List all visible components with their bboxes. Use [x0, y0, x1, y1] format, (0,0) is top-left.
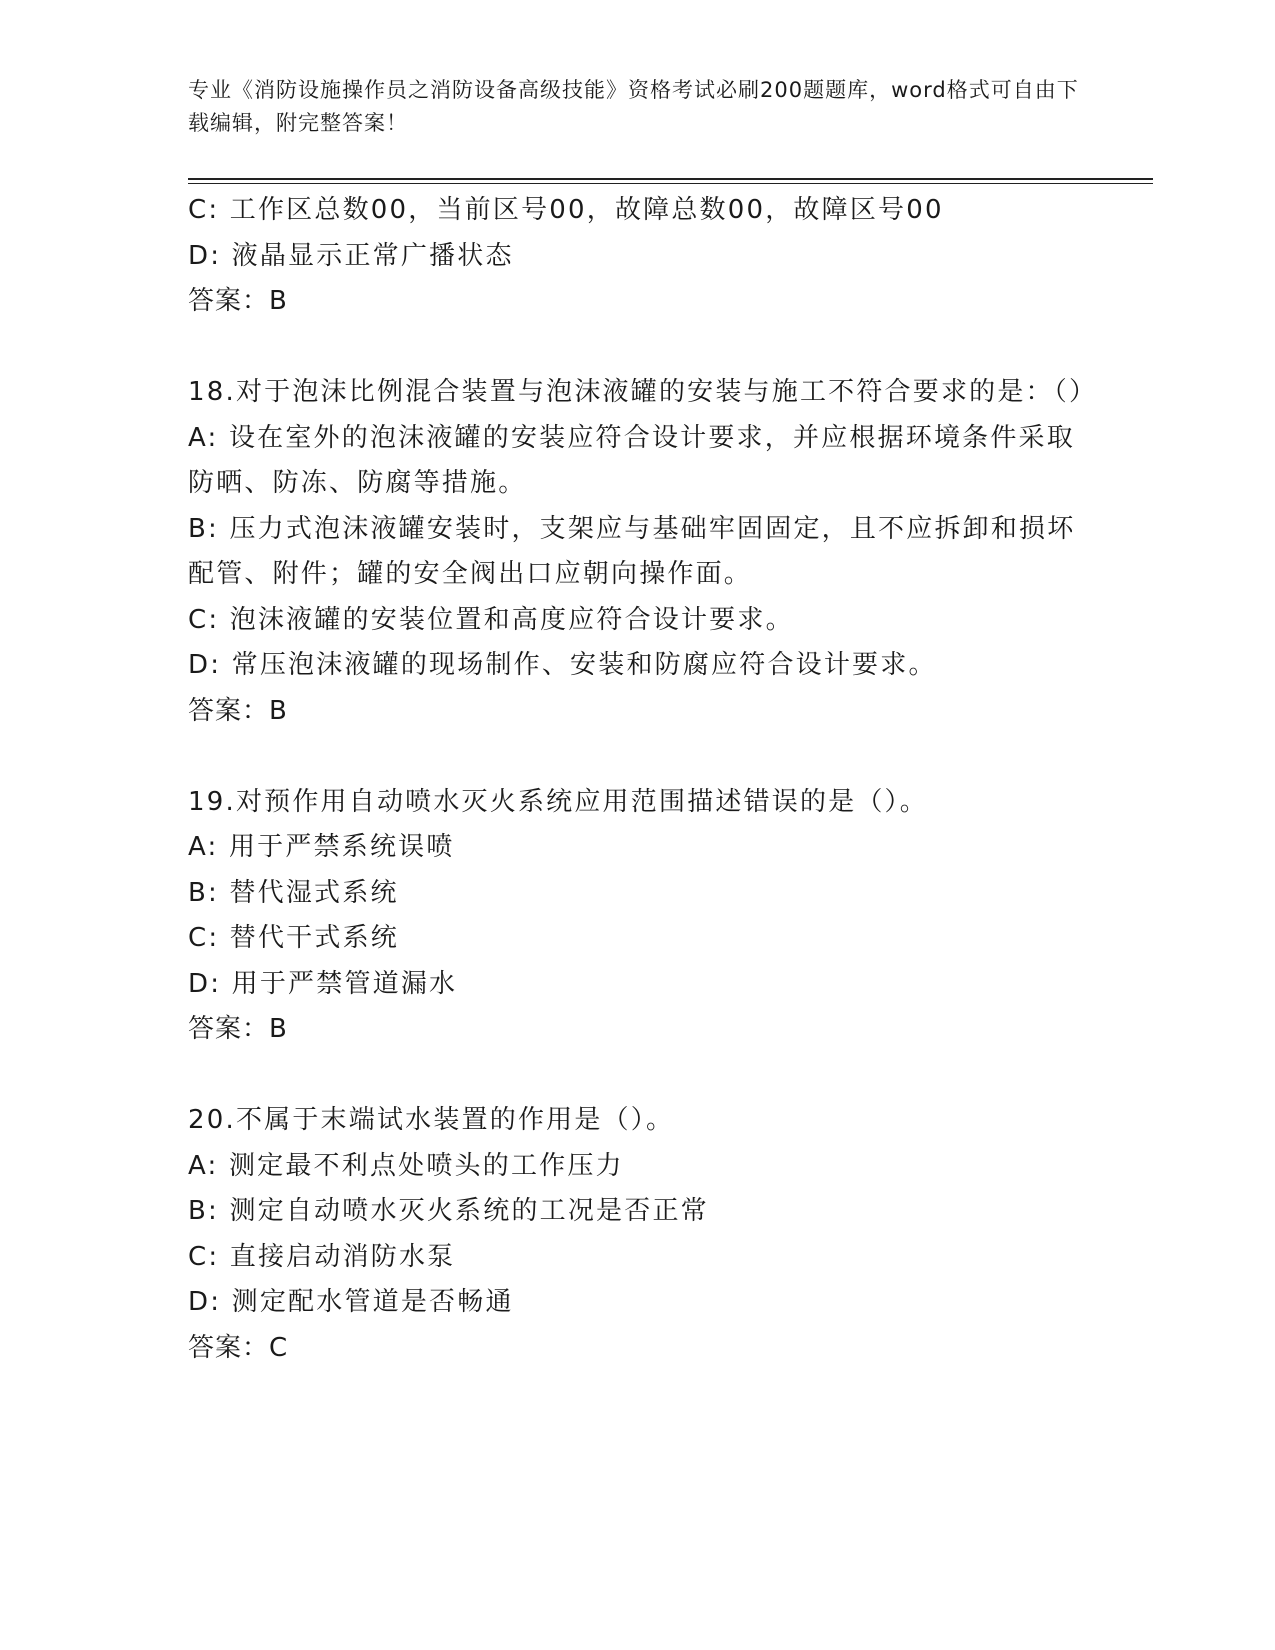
option-b: B: 测定自动喷水灭火系统的工况是否正常	[188, 1196, 709, 1226]
answer-line: 答案：B	[188, 1014, 288, 1044]
header-divider-thin	[188, 183, 1153, 184]
option-c: C: 工作区总数00，当前区号00，故障总数00，故障区号00	[188, 195, 944, 225]
spacer	[188, 1053, 1088, 1099]
option-a: A: 设在室外的泡沫液罐的安装应符合设计要求，并应根据环境条件采取防晒、防冻、防腐等措施。	[188, 422, 1075, 498]
spacer	[188, 734, 1088, 780]
document-header: 专业《消防设施操作员之消防设备高级技能》资格考试必刷200题题库，word格式可自由下载编辑，附完整答案！	[188, 78, 1079, 135]
option-b: B: 替代湿式系统	[188, 877, 399, 908]
question-stem: 20.不属于末端试水装置的作用是（）。	[188, 1105, 675, 1135]
option-c: C: 泡沫液罐的安装位置和高度应符合设计要求。	[188, 604, 794, 635]
option-c: C: 替代干式系统	[188, 923, 399, 953]
question-18	[188, 370, 1098, 734]
option-d: D: 常压泡沫液罐的现场制作、安装和防腐应符合设计要求。	[188, 650, 937, 680]
question-content	[188, 188, 1098, 1371]
spacer	[188, 325, 1088, 371]
question-stem: 19.对预作用自动喷水灭火系统应用范围描述错误的是（）。	[188, 786, 928, 817]
answer-line: 答案：B	[188, 286, 288, 316]
answer-line: 答案：B	[188, 695, 288, 726]
question-17-continued	[188, 188, 1088, 325]
question-stem: 18.对于泡沫比例混合装置与泡沫液罐的安装与施工不符合要求的是：（）	[188, 377, 1098, 407]
header-divider-thick	[188, 178, 1153, 180]
option-a: A: 用于严禁系统误喷	[188, 832, 455, 862]
option-d: D: 测定配水管道是否畅通	[188, 1287, 514, 1317]
answer-line: 答案：C	[188, 1332, 289, 1363]
option-a: A: 测定最不利点处喷头的工作压力	[188, 1150, 624, 1181]
option-d: D: 用于严禁管道漏水	[188, 968, 458, 999]
question-19	[188, 780, 1088, 1053]
option-b: B: 压力式泡沫液罐安装时，支架应与基础牢固固定，且不应拆卸和损坏配管、附件；罐的安全阀出口应朝向操作面。	[188, 513, 1076, 589]
option-d: D: 液晶显示正常广播状态	[188, 240, 514, 271]
question-20	[188, 1098, 1088, 1371]
option-c: C: 直接启动消防水泵	[188, 1241, 456, 1272]
